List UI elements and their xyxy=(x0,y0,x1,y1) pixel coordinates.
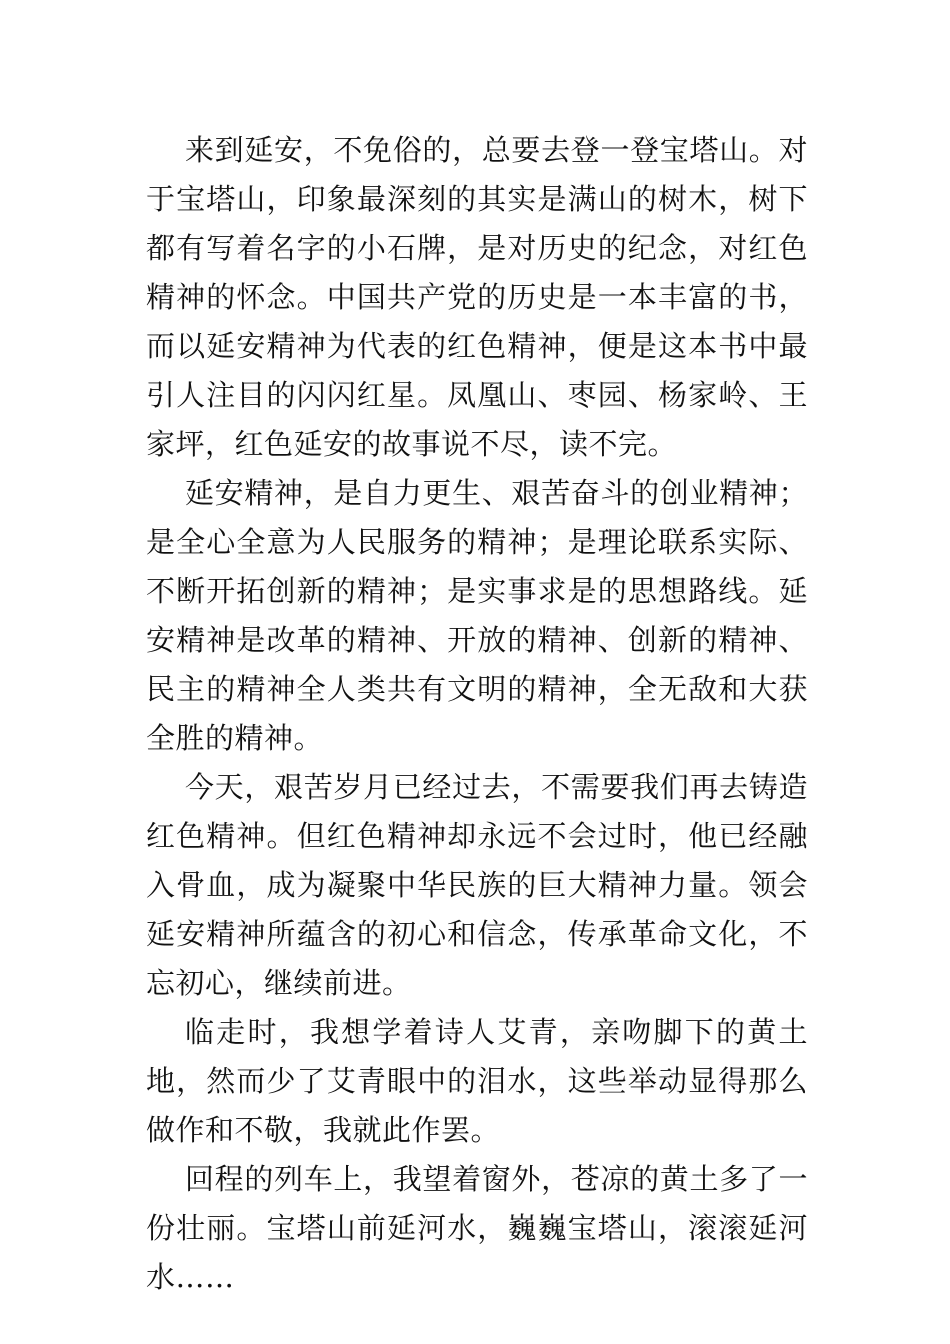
paragraph-1: 来到延安，不免俗的，总要去登一登宝塔山。对于宝塔山，印象最深刻的其实是满山的树木，树下都有写着名字的小石牌，是对历史的纪念，对红色精神的怀念。中国共产党的历史是一本丰富的书，而以延安精神为代表的红色精神，便是这本书中最引人注目的闪闪红星。凤凰山、枣园、杨家岭、王家坪，红色延安的故事说不尽，读不完。 xyxy=(146,133,808,461)
paragraph-4: 临走时，我想学着诗人艾青，亲吻脚下的黄土地，然而少了艾青眼中的泪水，这些举动显得那么做作和不敬，我就此作罢。 xyxy=(146,1015,808,1147)
paragraph-3: 今天，艰苦岁月已经过去，不需要我们再去铸造红色精神。但红色精神却永远不会过时，他已经融入骨血，成为凝聚中华民族的巨大精神力量。领会延安精神所蕴含的初心和信念，传承革命文化，不忘初心，继续前进。 xyxy=(146,770,808,1000)
paragraph-5: 回程的列车上，我望着窗外，苍凉的黄土多了一份壮丽。宝塔山前延河水，巍巍宝塔山，滚滚延河水…… xyxy=(146,1162,808,1294)
document-body xyxy=(146,126,808,1302)
paragraph-2: 延安精神，是自力更生、艰苦奋斗的创业精神；是全心全意为人民服务的精神；是理论联系实际、不断开拓创新的精神；是实事求是的思想路线。延安精神是改革的精神、开放的精神、创新的精神、民主的精神全人类共有文明的精神，全无敌和大获全胜的精神。 xyxy=(146,476,808,755)
